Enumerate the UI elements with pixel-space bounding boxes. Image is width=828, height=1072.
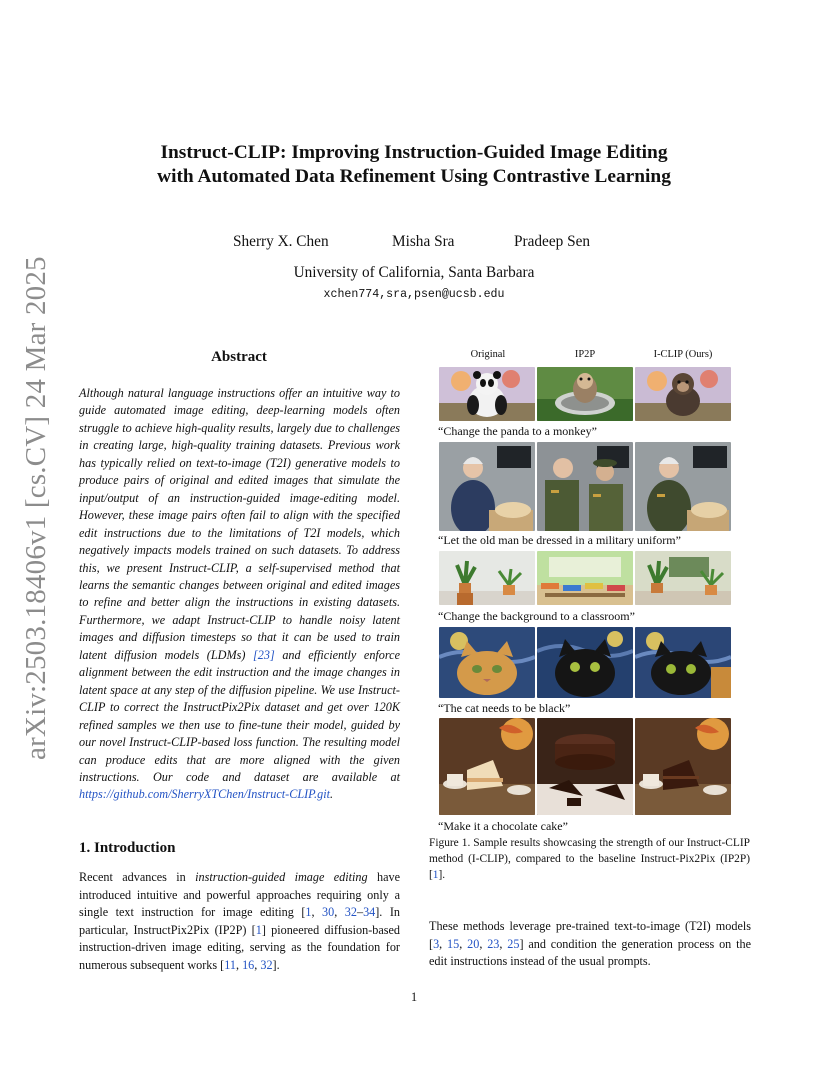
panda-original-image [439,367,535,421]
abstract-heading: Abstract [211,349,267,365]
column-label-iclip: I-CLIP (Ours) [653,349,713,360]
figure-row-caption: “Make it a chocolate cake” [438,819,568,833]
author-3: Pradeep Sen [514,233,591,250]
citation-link[interactable]: 11 [224,957,236,972]
abstract-text: Although natural language instructions offer an intuitive way to guide automated image editing, deep-learning models often struggle to achieve high-quality results, largely due to challenges in creating large, high-quality training datasets. Previous work has typically relied on text-to-image (T2I) generative models to produce pairs of original and edited images that simulate the input/output of an instruction-guided image-editing model. However, these image pairs often fail to align with the specified edit instructions due to the limitations of T2I models, which negatively impacts models trained on such datasets. To address this, we present Instruct-CLIP, a self-supervised method that learns the semantic changes between original and edited images to refine and better align the instructions in existing datasets. Furthermore, we adapt Instruct-CLIP to handle noisy latent images and diffusion timesteps so that it can be used to train latent diffusion models (LDMs) [79,386,400,662]
column-label-original: Original [470,349,506,360]
figure-row-caption: “Let the old man be dressed in a military uniform” [438,533,681,547]
figure-caption-text: ]. [438,869,446,881]
citation-link[interactable]: 1 [255,922,262,937]
citation-link[interactable]: 25 [507,936,520,951]
page-number: 1 [410,990,418,1004]
panda-iclip-image [635,367,731,421]
intro-text: ] pioneered diffusion-based instruction-driven image editing, serving as the foundation for numerous subsequent works [ [79,922,401,972]
affiliation: University of California, Santa Barbara [293,264,535,281]
introduction-body: Recent advances in instruction-guided image editing have introduced intuitive and powerful approaches requiring only a single text instruction for image editing [1, 30, 32–34]. In particular, InstructPix2Pix (IP2P) [1] pioneered diffusion-based instruction-driven image editing, serving as the foundation for numerous subsequent works [11, 16, 32]. [79,870,401,972]
figure-row-caption: “The cat needs to be black” [438,701,571,715]
citation-link[interactable]: 34 [363,905,376,919]
author-1: Sherry X. Chen [233,233,329,250]
abstract-end: . [329,787,334,802]
citation-link[interactable]: 3 [433,936,440,951]
section-heading-introduction: 1. Introduction [79,840,176,856]
old-man-ip2p-image [537,442,633,531]
right-column-body: These methods leverage pre-trained text-to-image (T2I) models [3, 15, 20, 23, 25] and condition the generation process on the edit instructions instead of the usual prompts. [429,919,751,968]
code-url-link[interactable]: https://github.com/SherryXTChen/Instruct-CLIP.git [79,787,330,802]
cat-ip2p-image [537,627,633,698]
citation-link[interactable]: [23] [253,647,275,662]
arxiv-stamp: arXiv:2503.18406v1 [cs.CV] 24 Mar 2025 [20,256,52,760]
citation-link[interactable]: 1 [305,905,312,919]
figure-row-caption: “Change the background to a classroom” [438,609,635,623]
intro-emphasis: instruction-guided image editing [195,870,368,884]
abstract-body [79,385,400,804]
plants-iclip-image [635,551,731,605]
cake-iclip-image [635,718,731,815]
body-text: These methods leverage pre-trained text-to-image (T2I) models [ [429,919,751,951]
intro-text: have introduced intuitive and powerful approaches requiring only a single text instruction for image editing [ [79,870,400,919]
intro-text: ]. In particular, InstructPix2Pix (IP2P) [ [79,905,401,937]
body-text: ] and condition the generation process on the edit instructions instead of the usual prompts. [429,936,751,968]
intro-dash: – [356,905,364,919]
cat-iclip-image [635,627,731,698]
citation-link[interactable]: 32 [344,905,357,919]
panda-ip2p-image [537,367,633,421]
citation-link[interactable]: 1 [432,869,439,881]
old-man-original-image [439,442,535,531]
plants-ip2p-image [537,551,633,605]
abstract-text: and efficiently enforce alignment between the edit instruction and the image changes in latent space at any step of the diffusion pipeline. We use Instruct-CLIP to correct the InstructPix2Pix dataset and get over 120K refined samples we then use to fine-tune their model, guided by our novel Instruct-CLIP-based loss function. The resulting model can produce edits that are more aligned with the given instructions. Our code and dataset are available at [79,647,401,784]
cake-ip2p-image [537,718,633,815]
intro-text: ]. [272,957,280,972]
citation-link[interactable]: 20 [467,936,480,951]
figure-row-caption: “Change the panda to a monkey” [438,424,597,438]
cake-original-image [439,718,535,815]
citation-link[interactable]: 15 [447,936,460,951]
cat-original-image [439,627,535,698]
old-man-iclip-image [635,442,731,531]
paper-title [100,141,728,189]
title-line-1: Instruct-CLIP: Improving Instruction-Guided Image Editing [160,142,668,163]
figure-caption [429,835,750,883]
title-line-2: with Automated Data Refinement Using Contrastive Learning [157,166,671,187]
citation-link[interactable]: 16 [242,957,255,972]
figure-caption-text: Figure 1. Sample results showcasing the strength of our Instruct-CLIP method (I-CLIP), compared to the baseline Instruct-Pix2Pix (IP2P) [ [429,837,750,881]
column-label-ip2p: IP2P [574,349,596,360]
plants-original-image [439,551,535,605]
citation-link[interactable]: 32 [260,957,273,972]
citation-link[interactable]: 30 [322,905,335,919]
intro-text: Recent advances in [79,870,196,884]
citation-link[interactable]: 23 [487,936,500,951]
author-email: xchen774,sra,psen@ucsb.edu [323,288,505,301]
author-2: Misha Sra [392,233,455,250]
